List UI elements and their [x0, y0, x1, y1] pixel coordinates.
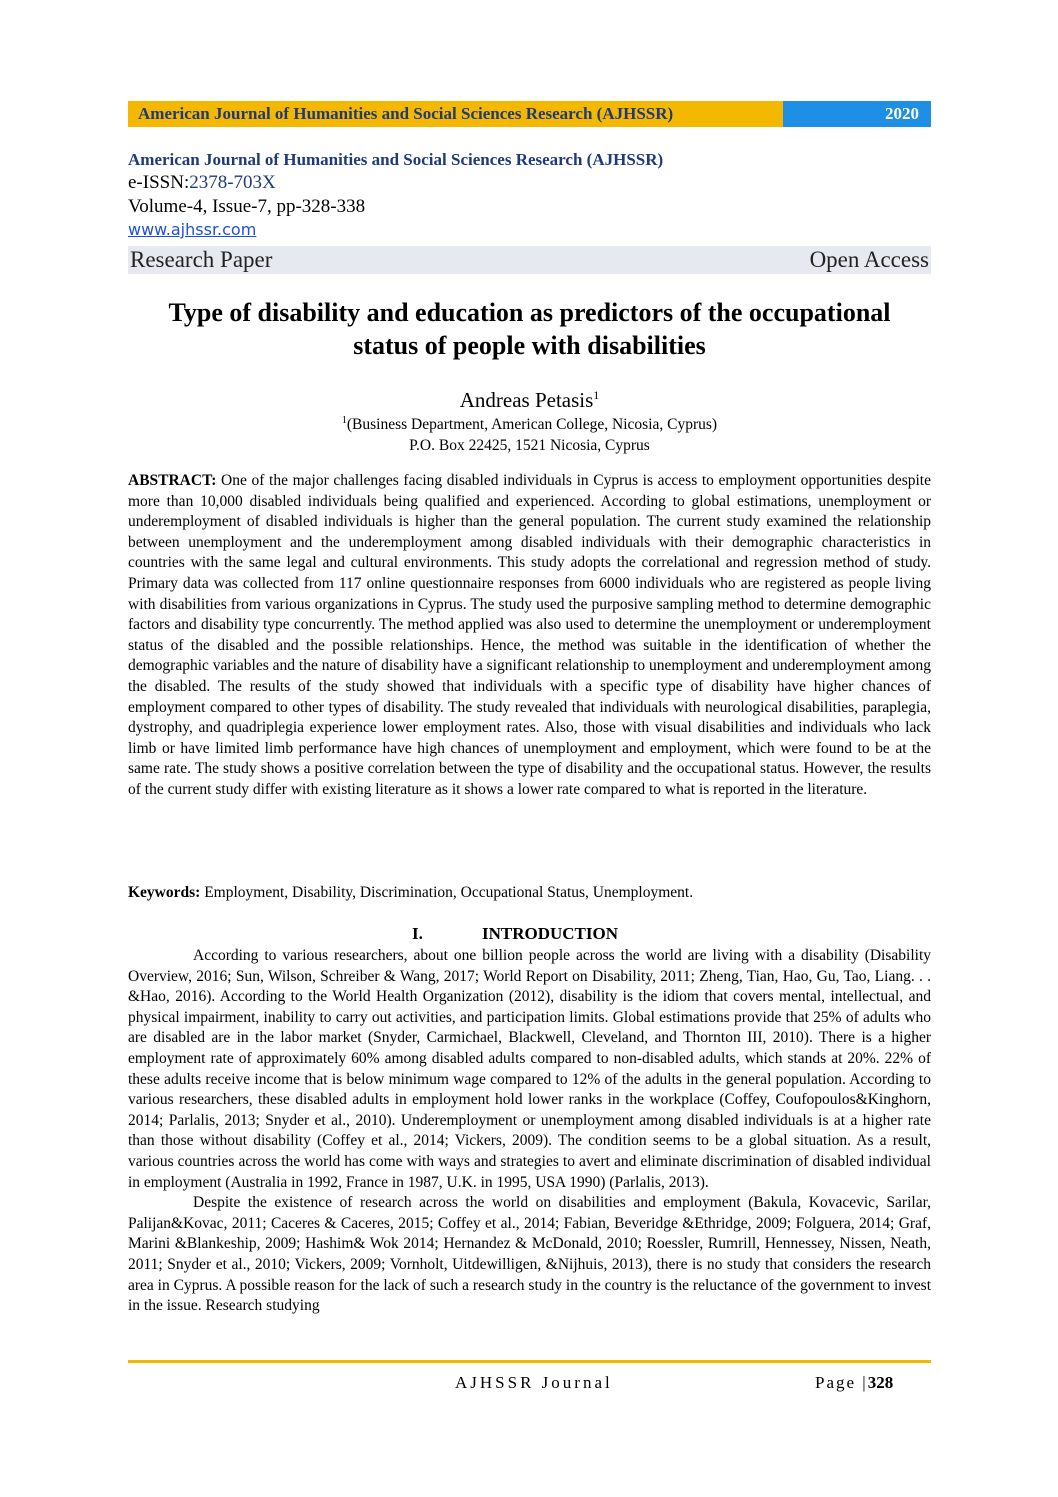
header-journal-title: American Journal of Humanities and Social Sciences Research (AJHSSR) — [128, 101, 783, 127]
volume-line: Volume-4, Issue-7, pp-328-338 — [128, 196, 366, 217]
paper-type-bar — [128, 246, 931, 274]
journal-name: American Journal of Humanities and Social Sciences Research (AJHSSR) — [128, 150, 664, 169]
issn-value: 2378-703X — [189, 172, 276, 193]
title-line-1: Type of disability and education as predictors of the occupational — [168, 298, 891, 327]
footer-journal: AJHSSR Journal — [455, 1373, 613, 1392]
title-line-2: status of people with disabilities — [353, 331, 706, 360]
abstract-label: ABSTRACT: — [128, 472, 217, 489]
author-superscript: 1 — [593, 388, 600, 402]
page-number: 328 — [867, 1373, 894, 1392]
abstract-text: One of the major challenges facing disabled individuals in Cyprus is access to employment opportunities despite more than 10,000 disabled individuals being qualified and experienced. According to global estimations, unemployment or underemployment of disabled individuals is higher than the general population. The current study examined the relationship between unemployment and the underemployment among disabled individuals with their demographic characteristics in countries with the same legal and cultural environments. This study adopts the correlational and regression method of study. Primary data was collected from 117 online questionnaire responses from 6000 individuals who are registered as people living with disabilities from various organizations in Cyprus. The study used the purposive sampling method to determine demographic factors and disability type concurrently. The method applied was also used to determine the unemployment or underemployment status of the disabled and the possible relationships. Hence, the method was suitable in the identification of whether the demographic variables and the nature of disability have a significant relationship to unemployment and underemployment among the disabled. The results of the study showed that individuals with a specific type of disability have higher chances of employment compared to other types of disability. The study revealed that individuals with neurological disabilities, paraplegia, dystrophy, and quadriplegia experience lower employment rates. Also, those with visual disabilities and individuals who lack limb or have limited limb performance have high chances of unemployment and employment, which were found to be at the same rate. The study shows a positive correlation between the type of disability and the occupational status. However, the results of the current study differ with existing literature as it shows a lower rate compared to what is reported in the literature. — [128, 472, 931, 798]
keywords-label: Keywords: — [128, 884, 201, 901]
journal-info — [128, 149, 931, 241]
author-name: Andreas Petasis — [459, 388, 594, 412]
affiliation-line-1: $^1$(Business Department, American College, Nicosia, Cyprus) — [341, 415, 718, 434]
issn-label: e-ISSN: — [128, 172, 190, 193]
paragraph: Despite the existence of research across the world on disabilities and employment (Bakula, Kovacevic, Sarilar, Palijan&Kovac, 2011; Caceres & Caceres, 2015; Coffey et al., 2014; Fabian, Beveridge &Ethridge, 2009; Folguera, 2014; Graf, Marini &Blankeship, 2009; Hashim& Wok 2014; Hernandez & McDonald, 2010; Roessler, Rumrill, Hennessey, Nissen, Neath, 2011; Snyder et al., 2010; Vickers, 2009; Vornholt, Uitdewilligen, &Nijhuis, 2013), there is no study that considers the research area in Cyprus. A possible reason for the lack of such a research study in the country is the reluctance of the government to invest in the issue. Research studying — [128, 1194, 931, 1315]
journal-url-link[interactable]: www.ajhssr.com — [128, 220, 257, 239]
header-year: 2020 — [783, 101, 931, 127]
abstract — [128, 471, 931, 801]
section-heading — [128, 924, 931, 946]
page-label: Page | — [815, 1373, 868, 1392]
affiliation — [128, 410, 931, 456]
paper-title — [128, 296, 931, 362]
keywords — [128, 883, 931, 903]
issn-line — [128, 171, 931, 195]
running-header — [128, 101, 931, 127]
footer-page — [815, 1373, 893, 1393]
affiliation-line-2: P.O. Box 22425, 1521 Nicosia, Cyprus — [409, 437, 650, 455]
footer-rule — [128, 1360, 931, 1363]
author-line — [128, 382, 931, 413]
section-number: I. — [412, 924, 423, 943]
access-type-label: Open Access — [809, 247, 929, 272]
paper-type-label: Research Paper — [130, 247, 273, 272]
paragraph: According to various researchers, about one billion people across the world are living with a disability (Disability Overview, 2016; Sun, Wilson, Schreiber & Wang, 2017; World Report on Disability, 2011; Zheng, Tian, Hao, Gu, Tao, Liang. . . &Hao, 2016). According to the World Health Organization (2012), disability is the idiom that covers mental, intellectual, and physical impairment, inability to carry out activities, and participation limits. Global estimations provide that 25% of adults who are disabled are in the labor market (Snyder, Carmichael, Blackwell, Cleveland, and Thornton III, 2010). There is a higher employment rate of approximately 60% among disabled adults compared to non-disabled adults, which stands at 20%. 22% of these adults receive income that is below minimum wage compared to 12% of the adults in the general population. According to various researchers, these disabled adults in employment hold lower ranks in the workplace (Coffey, Coufopoulos&Kinghorn, 2014; Parlalis, 2013; Snyder et al., 2010). Underemployment or unemployment among disabled individuals is at a higher rate than those without disability (Coffey et al., 2014; Vickers, 2009). The condition seems to be a global situation. As a result, various countries across the world has come with ways and strategies to avert and eliminate discrimination of disabled individual in employment (Australia in 1992, France in 1987, U.K. in 1995, USA 1990) (Parlalis, 2013). — [128, 947, 931, 1191]
introduction-body — [128, 946, 931, 1317]
keywords-text: Employment, Disability, Discrimination, Occupational Status, Unemployment. — [200, 884, 694, 901]
section-title: INTRODUCTION — [482, 924, 619, 943]
affiliation-superscript: 1 — [341, 415, 347, 426]
